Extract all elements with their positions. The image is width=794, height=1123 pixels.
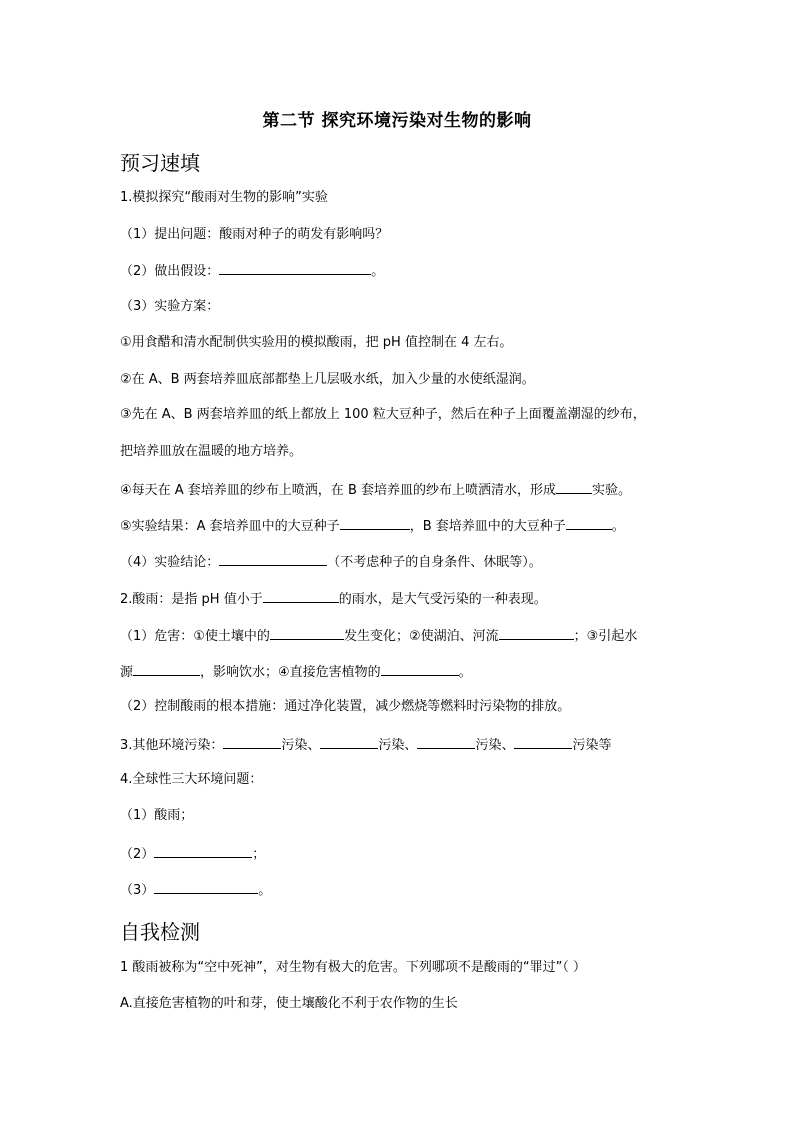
harm-end: 。	[458, 665, 472, 680]
page-title: 第二节 探究环境污染对生物的影响	[262, 111, 532, 131]
harm-blank-3[interactable]	[133, 662, 200, 676]
harm-1-text: （1）危害：①使土壤中的	[120, 629, 270, 644]
ph-blank[interactable]	[263, 589, 339, 603]
q4-item-3	[120, 880, 271, 900]
q1-step-4	[120, 480, 631, 500]
q3-text: 3.其他环境污染：	[120, 738, 224, 753]
item-2-end: ；	[252, 847, 266, 862]
q1-step-1: ①用食醋和清水配制供实验用的模拟酸雨，把 pH 值控制在 4 左右。	[120, 335, 513, 350]
q1-plan-label: （3）实验方案：	[120, 299, 220, 314]
step-5-text: ⑤实验结果：A 套培养皿中的大豆种子	[120, 519, 340, 534]
pollution-blank-2[interactable]	[320, 735, 378, 749]
item-3-end: 。	[258, 883, 272, 898]
pollution-blank-4[interactable]	[514, 735, 572, 749]
section-heading-selfcheck: 自我检测	[120, 920, 200, 944]
q1-step-5	[120, 516, 625, 536]
q2-text-end: 的雨水，是大气受污染的一种表现。	[338, 592, 547, 607]
hypothesis-blank[interactable]	[219, 261, 371, 275]
check-option-a: A.直接危害植物的叶和芽，使土壤酸化不利于农作物的生长	[120, 996, 458, 1011]
section-heading-preview: 预习速填	[120, 151, 200, 175]
pollution-word-3: 污染、	[475, 738, 515, 753]
q1-hypothesis	[120, 261, 384, 281]
step-5-blank-b[interactable]	[566, 516, 612, 530]
q4-item-1: （1）酸雨；	[120, 808, 194, 823]
q2-harm-line-2	[120, 662, 472, 682]
conclusion-label: （4）实验结论：	[120, 555, 220, 570]
q3-other-pollution	[120, 735, 611, 755]
hypothesis-end: 。	[371, 264, 385, 279]
pollution-word-1: 污染、	[281, 738, 321, 753]
conclusion-blank[interactable]	[219, 552, 327, 566]
pollution-blank-1[interactable]	[223, 735, 281, 749]
q4-heading: 4.全球性三大环境问题：	[120, 772, 263, 787]
q1-conclusion	[120, 552, 542, 572]
q2-heading	[120, 589, 547, 609]
pollution-word-2: 污染、	[378, 738, 418, 753]
harm-blank-2[interactable]	[499, 626, 574, 640]
item-3-num: （3）	[120, 883, 155, 898]
step-5-end: 。	[611, 519, 625, 534]
q1-step-3a: ③先在 A、B 两套培养皿的纸上都放上 100 粒大豆种子，然后在种子上面覆盖潮湿的纱布，	[120, 407, 646, 422]
item-2-blank[interactable]	[154, 844, 252, 858]
item-2-num: （2）	[120, 847, 155, 862]
q2-text: 2.酸雨：是指 pH 值小于	[120, 592, 263, 607]
q1-heading: 1.模拟探究“酸雨对生物的影响”实验	[120, 190, 328, 205]
hypothesis-label: （2）做出假设：	[120, 264, 220, 279]
harm-3-text: ；③引起水	[573, 629, 638, 644]
step-5-mid: ，B 套培养皿中的大豆种子	[409, 519, 566, 534]
pollution-word-4: 污染等	[572, 738, 612, 753]
q1-question: （1）提出问题：酸雨对种子的萌发有影响吗？	[120, 227, 389, 242]
q1-step-2: ②在 A、B 两套培养皿底部都垫上几层吸水纸，加入少量的水使纸湿润。	[120, 372, 535, 387]
harm-blank-1[interactable]	[270, 626, 344, 640]
conclusion-note: （不考虑种子的自身条件、休眠等）。	[327, 555, 542, 570]
q1-step-3b: 把培养皿放在温暖的地方培养。	[120, 444, 303, 459]
q2-control: （2）控制酸雨的根本措施：通过净化装置，减少燃烧等燃料时污染物的排放。	[120, 699, 571, 714]
harm-2-text: 发生变化；②使湖泊、河流	[343, 629, 499, 644]
harm-5-text: ，影响饮水；④直接危害植物的	[200, 665, 381, 680]
step-5-blank-a[interactable]	[340, 516, 410, 530]
check-question-1: 1 酸雨被称为“空中死神”，对生物有极大的危害。下列哪项不是酸雨的“罪过”（ ）	[120, 960, 586, 975]
pollution-blank-3[interactable]	[417, 735, 475, 749]
q4-item-2	[120, 844, 265, 864]
harm-blank-4[interactable]	[381, 662, 459, 676]
step-4-text: ④每天在 A 套培养皿的纱布上喷洒，在 B 套培养皿的纱布上喷洒清水，形成	[120, 483, 556, 498]
item-3-blank[interactable]	[154, 880, 258, 894]
q2-harm-line-1	[120, 626, 637, 646]
step-4-blank[interactable]	[556, 480, 592, 494]
harm-4-text: 源	[120, 665, 134, 680]
step-4-end: 实验。	[592, 483, 632, 498]
